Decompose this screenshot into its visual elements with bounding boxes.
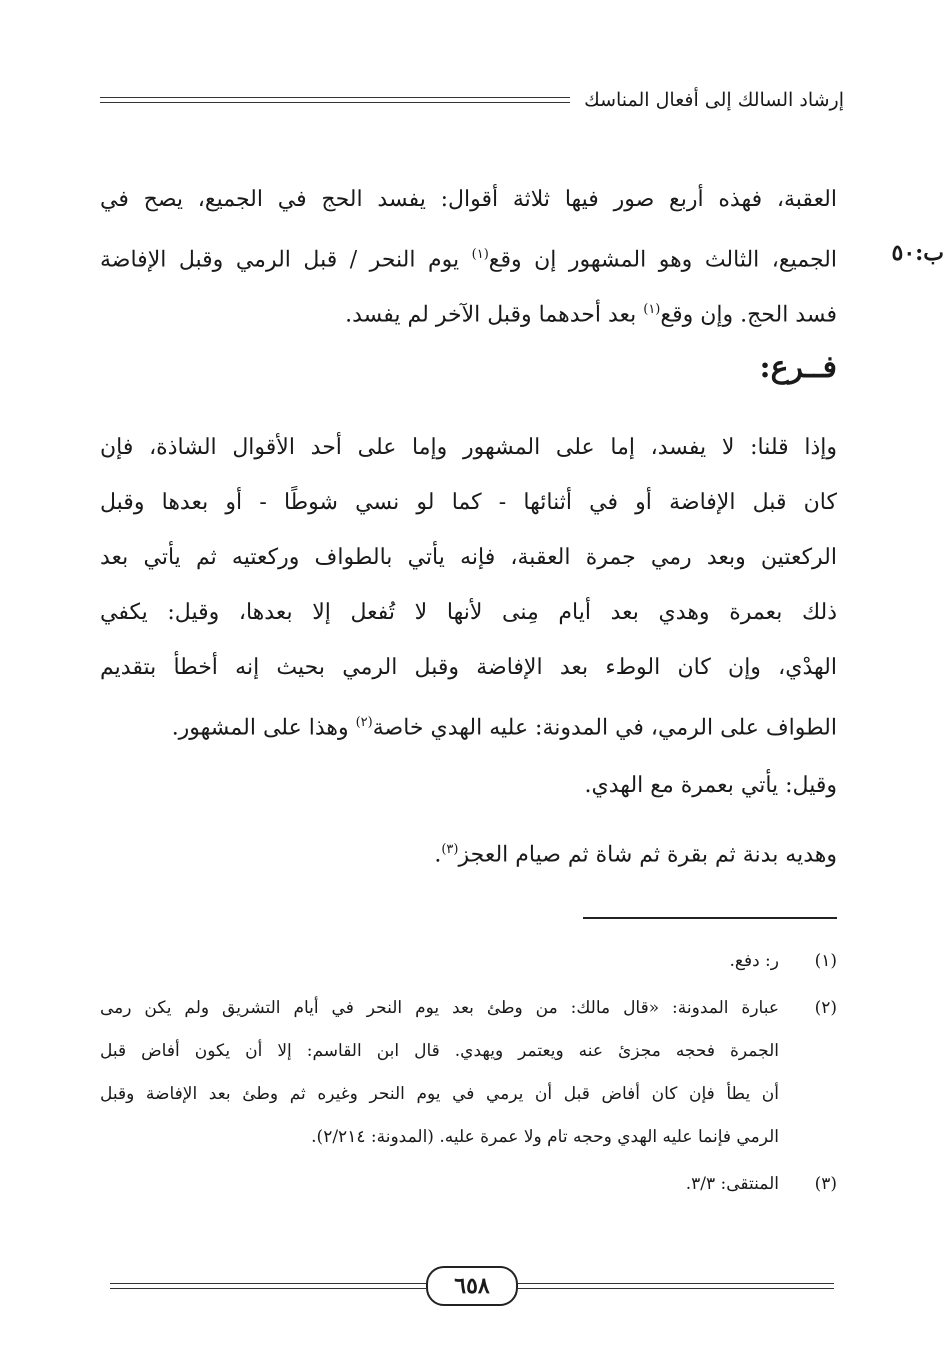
footnote-ref-1: (١) [471, 247, 489, 262]
page-number-rule-right [518, 1283, 834, 1289]
paragraph-1 [100, 172, 837, 337]
footnote-text [100, 1163, 779, 1206]
footnote-line: الرمي فإنما عليه الهدي وحجه تام ولا عمرة عليه. (المدونة: ٢/٢١٤). [311, 1127, 779, 1147]
paragraph-2-line-5: الهدْي، وإن كان الوطء بعد الإفاضة وقبل الرمي بحيث إنه أخطأ بتقديم [100, 655, 837, 680]
footnote-line: أن يطأ فإن كان أفاض قبل أن يرمي في يوم النحر وغيره ثم وطئ بعد الإفاضة وقبل [100, 1084, 779, 1104]
paragraph-4-line-1: وهديه بدنة ثم بقرة ثم شاة ثم صيام العجز$^{(٣)}$. [434, 842, 837, 868]
footnote-text [100, 940, 779, 983]
footnote-number: (٢) [814, 998, 837, 1018]
paragraph-2-line-2: كان قبل الإفاضة أو في أثنائها - كما لو نسي شوطًا - أو بعدها وقبل [100, 490, 837, 515]
paragraph-1-line-2-a: الجميع، الثالث وهو المشهور إن وقع [488, 247, 837, 273]
paragraph-1-line-2-b: يوم النحر / قبل الرمي وقبل الإفاضة [100, 247, 460, 273]
footnote-line: المنتقى: ٣/٣. [685, 1174, 779, 1194]
paragraph-3 [100, 758, 837, 813]
margin-folio-note: ب:٥٠ [891, 240, 944, 266]
footnote-line: الجمرة فحجه مجزئ عنه ويعتمر ويهدي. قال ابن القاسم: إلا أن يكون أفاض قبل [100, 1041, 779, 1061]
footnote-ref-2: (٢) [355, 715, 373, 730]
paragraph-2-line-6-b: وهذا على المشهور. [171, 715, 349, 741]
paragraph-4-text: وهديه بدنة ثم بقرة ثم شاة ثم صيام العجز [458, 842, 837, 868]
footnote-text [100, 987, 779, 1159]
paragraph-1-line-3 [100, 282, 837, 337]
page-number: ٦٥٨ [426, 1266, 518, 1306]
paragraph-1-line-3-b: بعد أحدهما وقبل الآخر لم يفسد. [345, 302, 637, 328]
paragraph-2 [100, 420, 837, 750]
footnote-2 [100, 987, 837, 1159]
paragraph-1-line-3-a: فسد الحج. وإن وقع [660, 302, 837, 328]
footnote-1 [100, 940, 837, 983]
footnotes [100, 940, 837, 1210]
footnote-number: (٣) [814, 1174, 837, 1194]
paragraph-1-line-1: العقبة، فهذه أربع صور فيها ثلاثة أقوال: يفسد الحج في الجميع، يصح في [100, 187, 837, 212]
page-number-bar [110, 1266, 834, 1306]
footnote-separator [583, 917, 837, 919]
paragraph-2-line-6-a: الطواف على الرمي، في المدونة: عليه الهدي خاصة [372, 715, 837, 741]
paragraph-3-line-1: وقيل: يأتي بعمرة مع الهدي. [584, 773, 837, 798]
paragraph-2-line-4: ذلك بعمرة وهدي بعد أيام مِنى لأنها لا تُفعل إلا بعدها، وقيل: يكفي [100, 600, 837, 625]
footnote-line: عبارة المدونة: «قال مالك: من وطئ بعد يوم النحر في أيام التشريق ولم يكن رمى [100, 998, 779, 1018]
footnote-ref-1b: (١) [643, 302, 661, 317]
paragraph-4 [100, 822, 837, 877]
footnote-line: ر: دفع. [729, 951, 779, 971]
running-header [100, 82, 844, 118]
header-title: إرشاد السالك إلى أفعال المناسك [584, 89, 844, 111]
footnote-ref-3: (٣) [441, 842, 459, 857]
paragraph-1-line-2 [100, 227, 837, 282]
paragraph-2-line-6 [100, 695, 837, 750]
section-heading: فــرع: [759, 350, 837, 385]
footnote-3 [100, 1163, 837, 1206]
footnote-number: (١) [814, 951, 837, 971]
paragraph-2-line-3: الركعتين وبعد رمي جمرة العقبة، فإنه يأتي بالطواف وركعتيه ثم يأتي بعد [100, 545, 837, 570]
header-rule [100, 97, 570, 103]
paragraph-2-line-1: وإذا قلنا: لا يفسد، إما على المشهور وإما على أحد الأقوال الشاذة، فإن [100, 435, 837, 460]
page-number-rule-left [110, 1283, 426, 1289]
